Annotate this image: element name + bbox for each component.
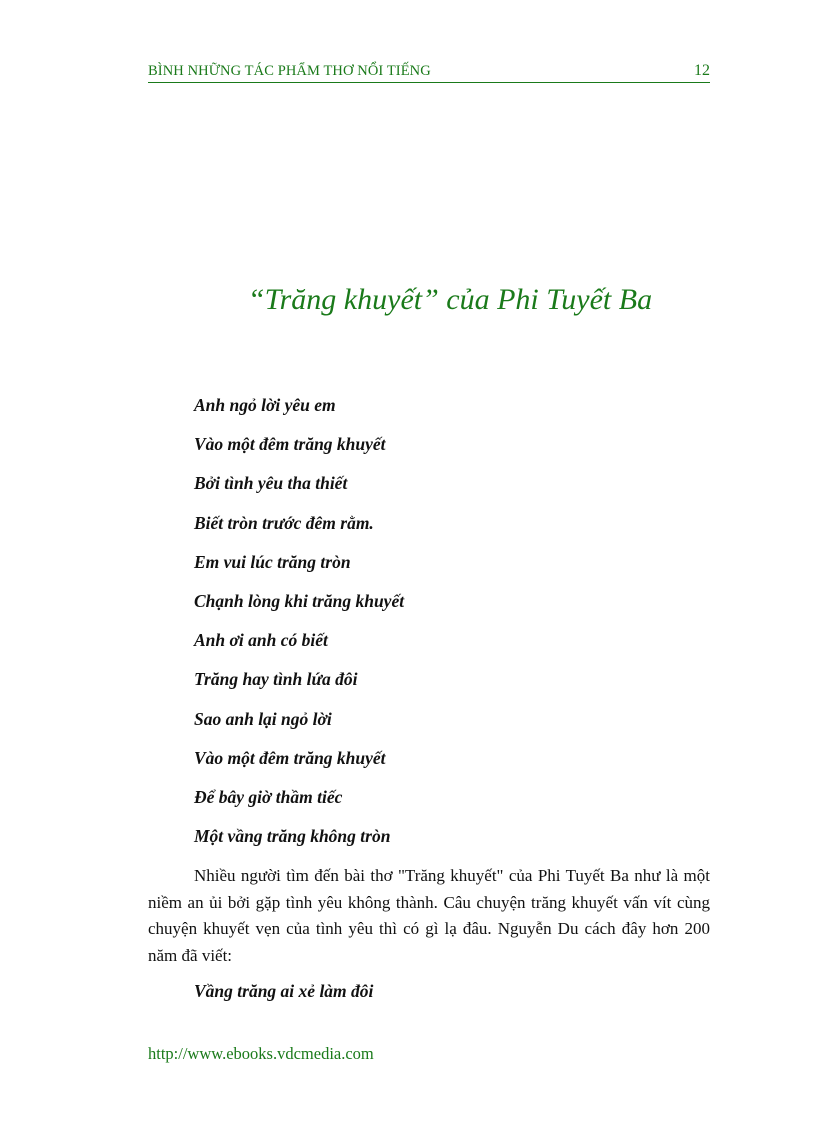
poem-line: Để bây giờ thầm tiếc — [194, 786, 343, 807]
quoted-verse: Vầng trăng ai xẻ làm đôi — [194, 981, 374, 1001]
body-paragraph: Nhiều người tìm đến bài thơ "Trăng khuyết" của Phi Tuyết Ba như là một niềm an ủi bởi gặp tình yêu không thành. Câu chuyện trăng khuyết vấn vít cùng chuyện khuyết vẹn của tình yêu thì có gì lạ đâu. Nguyễn Du cách đây hơn 200 năm đã viết: — [148, 866, 710, 965]
poem-line: Một vầng trăng không tròn — [194, 826, 391, 847]
article-title: “Trăng khuyết” của Phi Tuyết Ba — [247, 283, 653, 316]
running-header — [148, 62, 710, 83]
poem-line: Bởi tình yêu tha thiết — [194, 473, 348, 494]
poem-line: Biết tròn trước đêm rằm. — [194, 512, 374, 533]
poem-line: Anh ngỏ lời yêu em — [194, 395, 336, 415]
poem-line: Em vui lúc trăng tròn — [194, 551, 351, 572]
poem-line: Vào một đêm trăng khuyết — [194, 434, 386, 455]
page-number: 12 — [694, 62, 710, 79]
poem-line: Trăng hay tình lứa đôi — [194, 669, 358, 690]
poem — [194, 392, 404, 862]
header-title: BÌNH NHỮNG TÁC PHẨM THƠ NỔI TIẾNG — [148, 63, 431, 79]
footer-url-link[interactable]: http://www.ebooks.vdcmedia.com — [148, 1044, 374, 1063]
poem-line: Vào một đêm trăng khuyết — [194, 747, 386, 768]
poem-line: Anh ơi anh có biết — [194, 630, 328, 651]
poem-line: Chạnh lòng khi trăng khuyết — [194, 590, 405, 611]
poem-line: Sao anh lại ngỏ lời — [194, 708, 332, 729]
